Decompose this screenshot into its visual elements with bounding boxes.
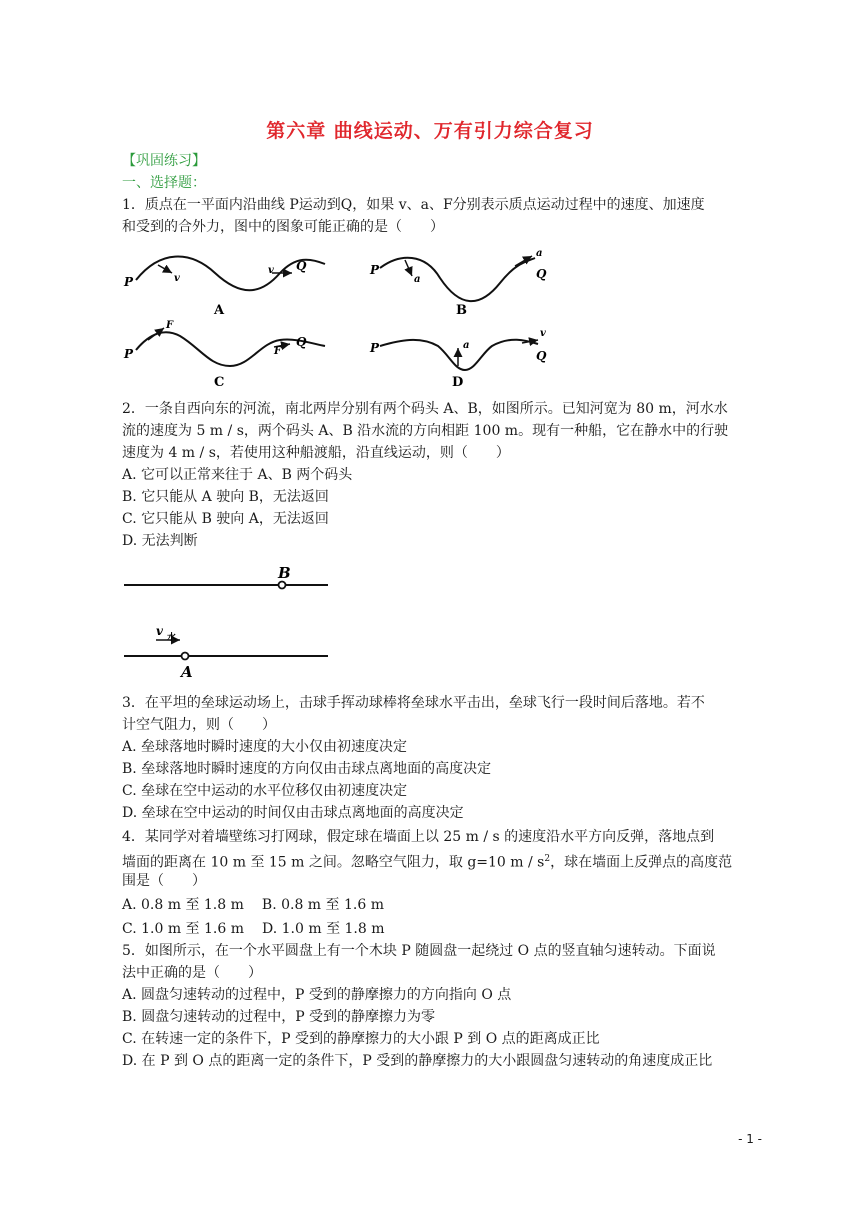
- q1-figure: [120, 248, 560, 402]
- q1-diagram-c: [123, 320, 325, 390]
- q4-option-b: B. 0.8 m 至 1.6 m: [261, 897, 384, 913]
- q5-line-1: 5．如图所示，在一个水平圆盘上有一个木块 P 随圆盘一起绕过 O 点的竖直轴匀速转动。下面说: [122, 943, 716, 959]
- q5-option-a: A. 圆盘匀速转动的过程中，P 受到的静摩擦力的方向指向 O 点: [122, 987, 512, 1003]
- q1-b-arrow-label-1: a: [414, 274, 421, 285]
- q4-options-row-2: [122, 918, 385, 940]
- q4-line-1: 4．某同学对着墙壁练习打网球，假定球在墙面上以 25 m / s 的速度沿水平方向反弹，落地点到: [122, 829, 715, 845]
- q1-diagram-a: [123, 257, 325, 318]
- velocity-subscript: 水: [167, 633, 177, 643]
- q4-option-c: C. 1.0 m 至 1.6 m: [122, 921, 244, 937]
- q1-line-1: 1．质点在一平面内沿曲线 P运动到Q，如果 v、a、F分别表示质点运动过程中的速度、加速度: [122, 197, 705, 213]
- dock-a: [182, 653, 189, 660]
- q4-option-d: D. 1.0 m 至 1.8 m: [262, 921, 385, 937]
- q4-line-3: 围是（ ）: [122, 873, 206, 889]
- q5-option-b: B. 圆盘匀速转动的过程中，P 受到的静摩擦力为零: [122, 1009, 436, 1025]
- q1-b-end: Q: [536, 267, 547, 281]
- q3-line-2: 计空气阻力，则（ ）: [122, 717, 276, 733]
- q4-line-2-tail: ，球在墙面上反弹点的高度范: [550, 854, 733, 871]
- chapter-title: 第六章 曲线运动、万有引力综合复习: [266, 120, 594, 142]
- q1-a-label: A: [214, 303, 225, 318]
- q1-curve-d: [380, 340, 538, 370]
- q2-river-figure: [118, 560, 338, 689]
- q1-a-end: Q: [296, 259, 307, 273]
- q5-option-c: C. 在转速一定的条件下，P 受到的静摩擦力的大小跟 P 到 O 点的距离成正比: [122, 1031, 600, 1047]
- q2-option-c: C. 它只能从 B 驶向 A，无法返回: [122, 511, 329, 527]
- q5-option-d: D. 在 P 到 O 点的距离一定的条件下，P 受到的静摩擦力的大小跟圆盘匀速转动的角速度成正比: [122, 1053, 713, 1069]
- q2-line-2: 流的速度为 5 m / s，两个码头 A、B 沿水流的方向相距 100 m。现有一种船，它在静水中的行驶: [122, 423, 729, 439]
- q1-arrow-b-1: [405, 260, 412, 276]
- q1-d-start: P: [370, 341, 380, 355]
- dock-b-label: B: [278, 564, 291, 582]
- part-label: 一、选择题：: [122, 175, 206, 191]
- q1-d-end: Q: [536, 349, 547, 363]
- page-number: - 1 -: [738, 1132, 762, 1146]
- q2-option-d: D. 无法判断: [122, 533, 198, 549]
- q3-option-b: B. 垒球落地时瞬时速度的方向仅由击球点离地面的高度决定: [122, 761, 492, 777]
- q3-option-c: C. 垒球在空中运动的水平位移仅由初速度决定: [122, 783, 408, 799]
- q4-options-row-1: [122, 894, 384, 916]
- q1-b-label: B: [456, 303, 467, 318]
- q4-superscript: 2: [544, 854, 551, 864]
- q1-b-arrow-label-2: a: [536, 248, 543, 259]
- q1-c-arrow-label-2: F: [274, 346, 282, 357]
- q4-line-2: [122, 848, 732, 874]
- q4-line-2-head: 墙面的距离在 10 m 至 15 m 之间。忽略空气阻力，取 g=10 m / s: [122, 854, 545, 871]
- q1-c-label: C: [214, 375, 225, 390]
- q1-c-end: Q: [296, 335, 307, 349]
- velocity-label: v: [156, 624, 163, 638]
- q1-line-2: 和受到的合外力，图中的图象可能正确的是（ ）: [122, 219, 444, 235]
- q1-a-arrow-label-1: v: [174, 273, 180, 284]
- q2-line-3: 速度为 4 m / s，若使用这种船渡船，沿直线运动，则（ ）: [122, 445, 510, 461]
- q3-line-1: 3．在平坦的垒球运动场上，击球手挥动球棒将垒球水平击出，垒球飞行一段时间后落地。若不: [122, 695, 705, 711]
- q3-option-d: D. 垒球在空中运动的时间仅由击球点离地面的高度决定: [122, 805, 464, 821]
- q4-option-a: A. 0.8 m 至 1.8 m: [122, 897, 244, 913]
- q1-d-arrow-label-1: a: [463, 340, 470, 351]
- dock-a-label: A: [181, 663, 193, 681]
- q2-option-a: A. 它可以正常来往于 A、B 两个码头: [122, 467, 353, 483]
- section-label: 【巩固练习】: [122, 153, 206, 169]
- q1-a-arrow-label-2: v: [268, 265, 274, 276]
- q1-diagram-d: [369, 328, 547, 390]
- q1-a-start: P: [124, 275, 134, 289]
- q1-arrow-c-1: [148, 328, 164, 340]
- q3-option-a: A. 垒球落地时瞬时速度的大小仅由初速度决定: [122, 739, 408, 755]
- q1-arrow-a-1: [158, 265, 172, 273]
- q1-c-arrow-label-1: F: [166, 320, 174, 331]
- dock-b: [279, 582, 286, 589]
- q2-line-1: 2．一条自西向东的河流，南北两岸分别有两个码头 A、B，如图所示。已知河宽为 80 m，河水水: [122, 401, 728, 417]
- q1-b-start: P: [370, 263, 380, 277]
- q5-line-2: 法中正确的是（ ）: [122, 965, 262, 981]
- q1-d-arrow-label-2: v: [540, 328, 546, 339]
- q1-d-label: D: [452, 375, 464, 390]
- q1-curve-b: [380, 258, 535, 301]
- q1-diagram-b: [369, 248, 547, 318]
- q2-option-b: B. 它只能从 A 驶向 B，无法返回: [122, 489, 329, 505]
- q1-c-start: P: [124, 347, 134, 361]
